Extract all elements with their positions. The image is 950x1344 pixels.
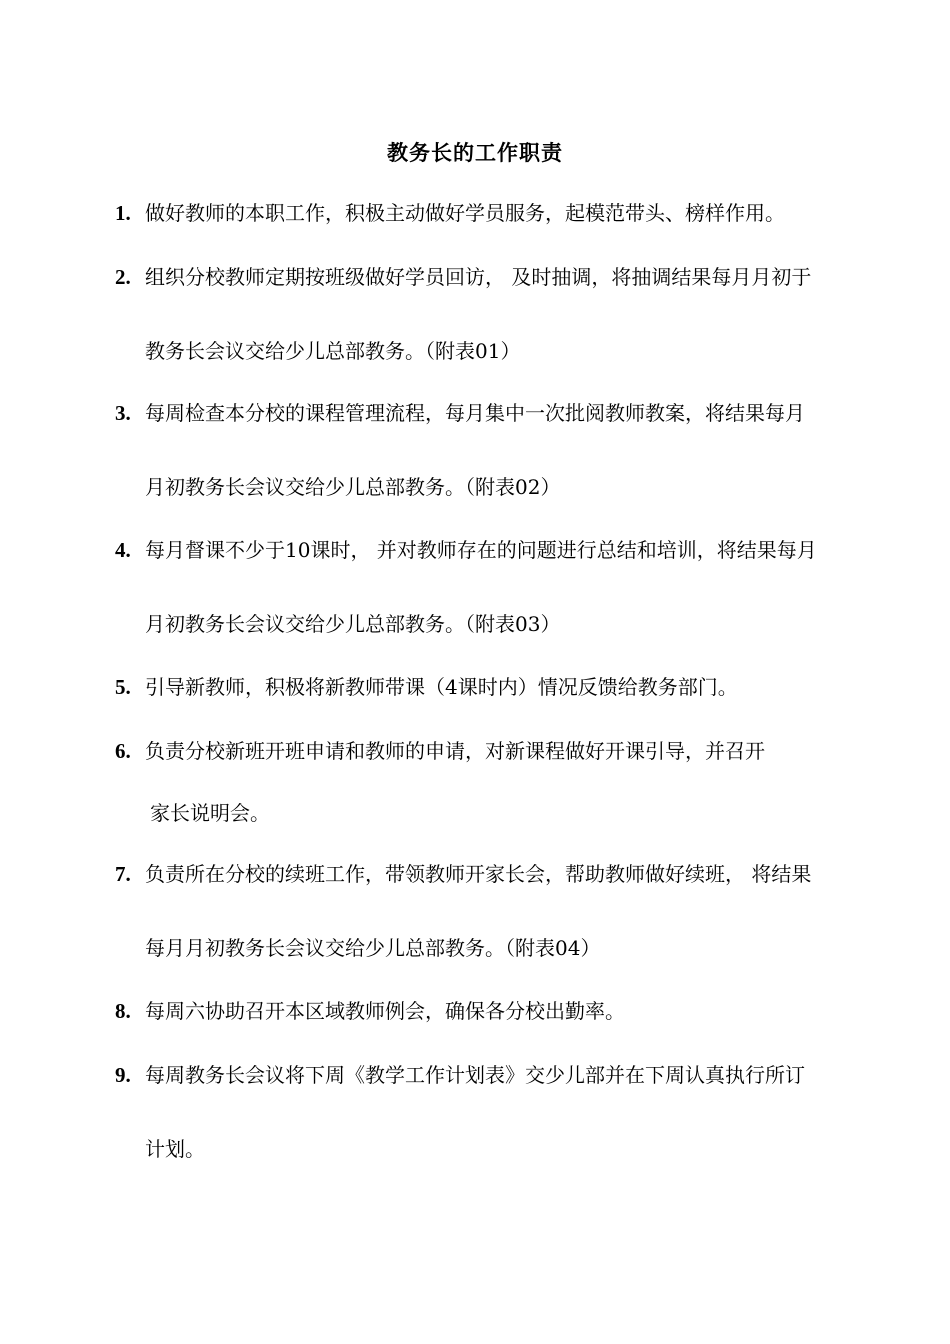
item-number: 3. (115, 401, 131, 425)
item-text-line: 每月月初教务长会议交给少儿总部教务。（附表04） (145, 936, 601, 960)
document-title: 教务长的工作职责 (387, 140, 563, 165)
item-number: 8. (115, 999, 131, 1023)
item-number: 7. (115, 862, 131, 886)
item-text-line: 月初教务长会议交给少儿总部教务。（附表02） (145, 475, 561, 499)
item-number: 6. (115, 739, 131, 763)
item-number: 5. (115, 675, 131, 699)
item-text-line: 计划。 (145, 1137, 205, 1161)
item-text-line: 负责分校新班开班申请和教师的申请，对新课程做好开课引导，并召开 (145, 739, 765, 763)
item-text-line: 每周六协助召开本区域教师例会，确保各分校出勤率。 (145, 999, 625, 1023)
item-text-line: 负责所在分校的续班工作，带领教师开家长会，帮助教师做好续班， 将结果 (145, 862, 812, 886)
item-number: 2. (115, 265, 131, 289)
item-number: 9. (115, 1063, 131, 1087)
item-text-line: 家长说明会。 (150, 801, 270, 825)
item-text-line: 每周教务长会议将下周《教学工作计划表》交少儿部并在下周认真执行所订 (145, 1063, 805, 1087)
item-text-line: 做好教师的本职工作，积极主动做好学员服务，起模范带头、榜样作用。 (145, 201, 785, 225)
item-number: 1. (115, 201, 131, 225)
item-text-line: 教务长会议交给少儿总部教务。（附表01） (145, 339, 521, 363)
item-text-line: 月初教务长会议交给少儿总部教务。（附表03） (145, 612, 561, 636)
item-text-line: 每周检查本分校的课程管理流程，每月集中一次批阅教师教案，将结果每月 (145, 401, 805, 425)
item-text-line: 每月督课不少于10课时， 并对教师存在的问题进行总结和培训，将结果每月 (145, 538, 817, 562)
item-text-line: 引导新教师，积极将新教师带课（4课时内）情况反馈给教务部门。 (145, 675, 738, 699)
item-number: 4. (115, 538, 131, 562)
item-text-line: 组织分校教师定期按班级做好学员回访， 及时抽调，将抽调结果每月月初于 (145, 265, 812, 289)
